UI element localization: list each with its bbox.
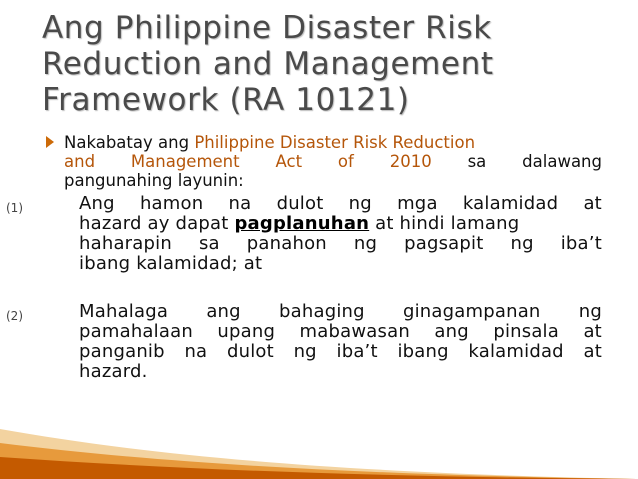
title-line-3: Framework (RA 10121) (42, 82, 410, 118)
arrow-bullet-icon (46, 136, 54, 148)
bullet-line-3: pangunahing layunin: (64, 171, 244, 190)
item-number: (1) (6, 201, 23, 215)
item2-line-3: panganib na dulot ng iba’t ibang kalamidad at (79, 341, 602, 362)
law-name-part1: Philippine Disaster Risk Reduction (194, 133, 476, 152)
title-line-2: Reduction and Management (42, 46, 494, 82)
item1-line-2: hazard ay dapat pagplanuhan at hindi lamang (79, 213, 520, 234)
slide-title (42, 10, 602, 118)
slide-body (6, 133, 606, 382)
item2-line-4: hazard. (79, 361, 148, 382)
item1-line-1: Ang hamon na dulot ng mga kalamidad at (79, 193, 602, 214)
item1-line-4: ibang kalamidad; at (79, 253, 263, 274)
emphasis-word: pagplanuhan (234, 213, 370, 234)
decorative-swoosh (0, 399, 638, 479)
item-number: (2) (6, 309, 23, 323)
item2-line-1: Mahalaga ang bahaging ginagampanan ng (79, 301, 602, 322)
title-line-1: Ang Philippine Disaster Risk (42, 10, 492, 46)
list-item-1 (6, 194, 606, 274)
list-item-2 (6, 302, 606, 382)
item2-line-2: pamahalaan upang mabawasan ang pinsala at (79, 321, 602, 342)
bullet-line-2: and Management Act of 2010 sa dalawang (64, 152, 602, 171)
item1-line-3: haharapin sa panahon ng pagsapit ng iba’t (79, 233, 602, 254)
bullet-line-1: Nakabatay ang Philippine Disaster Risk Reduction (64, 133, 476, 152)
bullet-intro (6, 133, 606, 190)
